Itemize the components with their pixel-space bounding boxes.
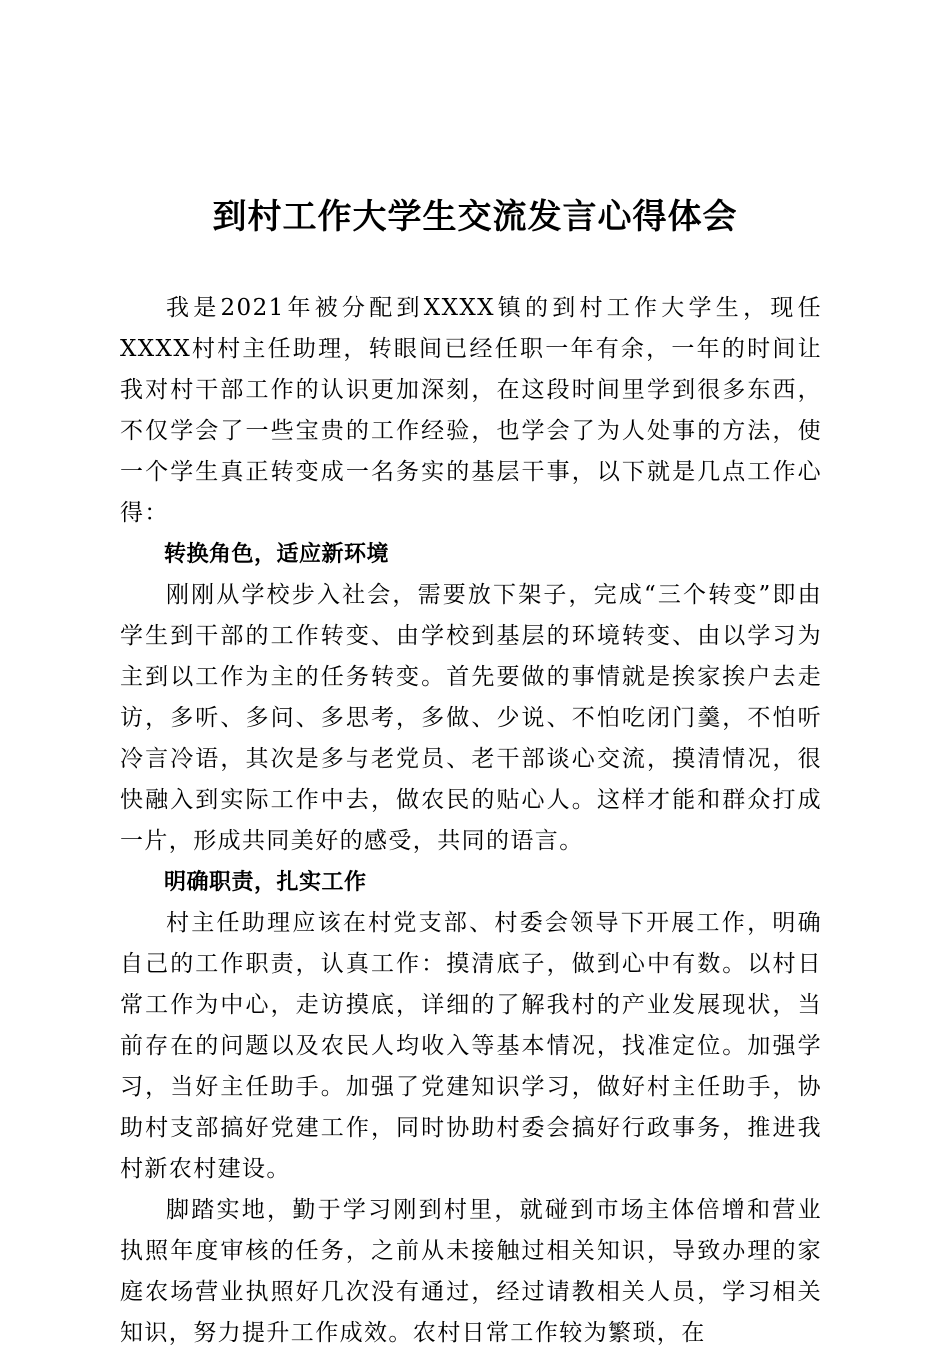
intro-paragraph: 我是2021年被分配到XXXX镇的到村工作大学生，现任XXXX村村主任助理，转眼间已经任职一年有余，一年的时间让我对村干部工作的认识更加深刻，在这段时间里学到很多东西，不仅学会了一些宝贵的工作经验，也学会了为人处事的方法，使一个学生真正转变成一名务实的基层干事，以下就是几点工作心得： (120, 295, 822, 526)
document-title: 到村工作大学生交流发言心得体会 (212, 197, 738, 237)
document-body (120, 288, 822, 1354)
duty-paragraph: 村主任助理应该在村党支部、村委会领导下开展工作，明确自己的工作职责，认真工作：摸清底子，做到心中有数。以村日常工作为中心，走访摸底，详细的了解我村的产业发展现状，当前存在的问题以及农民人均收入等基本情况，找准定位。加强学习，当好主任助手。加强了党建知识学习，做好村主任助手，协助村支部搞好党建工作，同时协助村委会搞好行政事务，推进我村新农村建设。 (120, 910, 822, 1182)
section-heading-role: 转换角色，适应新环境 (164, 542, 390, 567)
study-paragraph: 脚踏实地，勤于学习刚到村里，就碰到市场主体倍增和营业执照年度审核的任务，之前从未接触过相关知识，导致办理的家庭农场营业执照好几次没有通过，经过请教相关人员，学习相关知识，努力提升工作成效。农村日常工作较为繁琐，在 (120, 1197, 822, 1346)
section-heading-duty: 明确职责，扎实工作 (164, 870, 367, 895)
role-paragraph: 刚刚从学校步入社会，需要放下架子，完成“三个转变”即由学生到干部的工作转变、由学校到基层的环境转变、由以学习为主到以工作为主的任务转变。首先要做的事情就是挨家挨户去走访，多听、多问、多思考，多做、少说、不怕吃闭门羹，不怕听冷言冷语，其次是多与老党员、老干部谈心交流，摸清情况，很快融入到实际工作中去，做农民的贴心人。这样才能和群众打成一片，形成共同美好的感受，共同的语言。 (120, 582, 822, 854)
